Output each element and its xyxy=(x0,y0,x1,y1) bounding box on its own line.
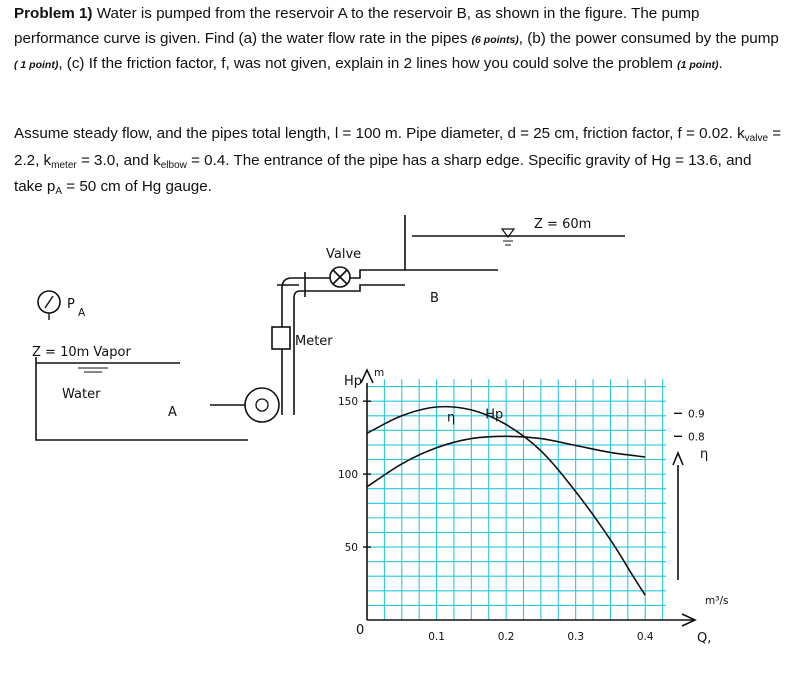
points-b: ( 1 point) xyxy=(14,59,59,71)
reservoir-a xyxy=(32,345,248,440)
y-origin-label: 0 xyxy=(356,623,365,638)
y2-axis-label: η xyxy=(700,447,709,462)
hp-series-label: Hp xyxy=(485,407,504,423)
elevation-a-label: Z = 10m Vapor xyxy=(32,345,131,360)
valve xyxy=(326,247,361,287)
assume-text-4: = 0.4. The entrance of the pipe has a sharp edge. Specific gravity of Hg = 13.6, and take p xyxy=(14,151,752,195)
y-tick-labels xyxy=(338,396,371,554)
sub-valve: valve xyxy=(744,133,769,144)
y-axis-label: Hp xyxy=(344,374,363,389)
assume-text-2: = 2.2, k xyxy=(14,125,782,169)
reservoir-b xyxy=(405,215,625,306)
x-tick-labels xyxy=(428,631,654,643)
pressure-gauge xyxy=(38,291,86,320)
points-a: (6 points) xyxy=(471,33,519,46)
system-figure xyxy=(0,200,796,690)
y-tick-label: 100 xyxy=(337,469,358,482)
y2-tick-labels xyxy=(674,408,705,443)
valve-label: Valve xyxy=(326,247,362,262)
reservoir-a-label: A xyxy=(168,405,177,420)
x-tick-label: 0.2 xyxy=(497,631,515,643)
problem-heading: Problem 1) xyxy=(14,5,93,22)
pa-subscript: A xyxy=(78,307,86,319)
reservoir-b-label: B xyxy=(430,291,439,306)
y2-tick-label: 0.8 xyxy=(688,431,705,444)
water-label: Water xyxy=(62,387,101,402)
efficiency-series-label: η xyxy=(446,410,456,426)
y-tick-label: 150 xyxy=(337,396,358,409)
x-tick-label: 0.4 xyxy=(636,631,654,643)
problem-text-4: . xyxy=(718,55,723,72)
x-axis-unit: m³/s xyxy=(705,595,729,607)
sub-elbow: elbow xyxy=(160,159,187,171)
y-axis-unit: m xyxy=(374,367,385,379)
assumptions xyxy=(14,122,784,202)
sub-meter: meter xyxy=(51,159,77,171)
y2-axis-arrow xyxy=(673,453,683,465)
chart-grid-horizontal xyxy=(367,387,666,606)
points-c: (1 point) xyxy=(677,59,719,71)
x-axis-label: Q, xyxy=(697,631,712,646)
elevation-b-label: Z = 60m xyxy=(534,217,592,232)
y2-tick-label: 0.9 xyxy=(688,408,705,421)
pump-icon xyxy=(245,388,279,422)
y-axis-arrow xyxy=(361,370,373,383)
problem-statement xyxy=(14,2,784,78)
pump xyxy=(245,388,279,422)
assume-text-3: = 3.0, and k xyxy=(76,151,161,169)
flow-meter xyxy=(272,327,333,349)
assume-text-1: Assume steady flow, and the pipes total length, l = 100 m. Pipe diameter, d = 25 cm, friction factor, f = 0.02. k xyxy=(14,125,745,142)
problem-text-1: Water is pumped from the reservoir A to the reservoir B, as shown in the figure. The pump performance curve is given. Find (a) the water flow rate in the pipes xyxy=(14,5,700,47)
meter-label: Meter xyxy=(295,334,333,349)
sub-a: A xyxy=(55,186,63,197)
y-tick-label: 50 xyxy=(344,542,358,555)
x-tick-label: 0.3 xyxy=(567,631,585,643)
pa-symbol: P xyxy=(67,297,75,312)
x-tick-label: 0.1 xyxy=(428,631,445,643)
pump-curve-chart xyxy=(338,367,729,646)
problem-text-3: , (c) If the friction factor, f, was not given, explain in 2 lines how you could solve the problem xyxy=(58,55,673,72)
assume-text-5: = 50 cm of Hg gauge. xyxy=(62,178,212,195)
problem-text-2: , (b) the power consumed by the pump xyxy=(518,29,779,47)
